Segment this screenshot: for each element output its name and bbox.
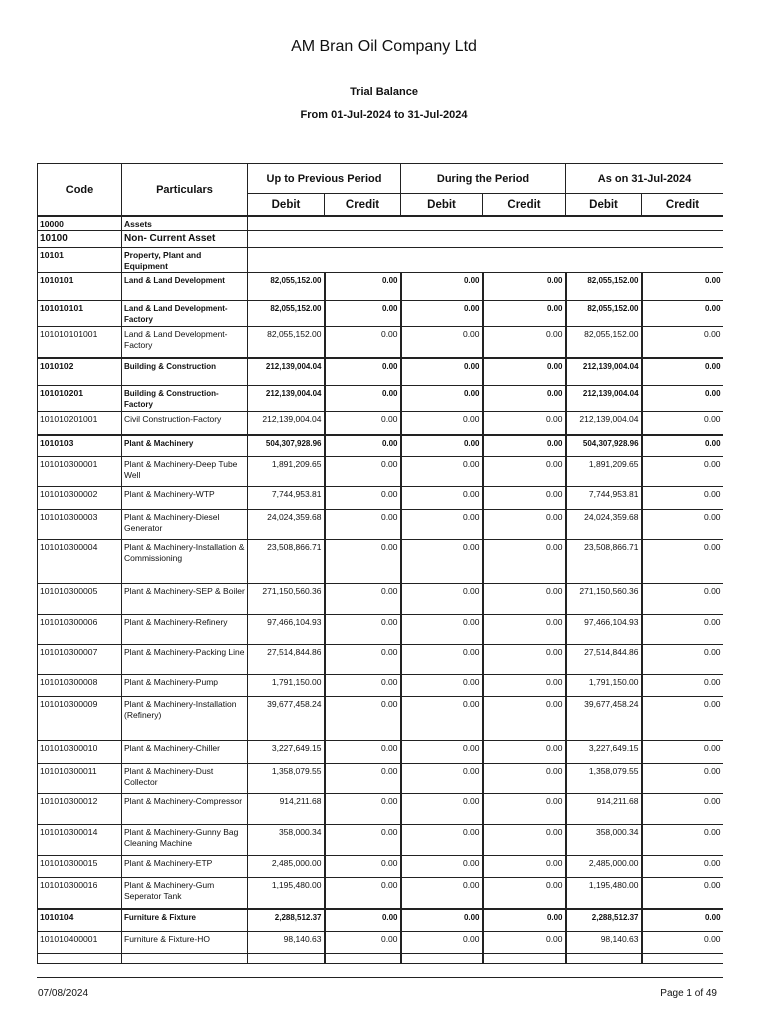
closing-debit-amount: 27,514,844.86 [566,645,642,675]
report-period: From 01-Jul-2024 to 31-Jul-2024 [300,109,468,121]
period-debit-amount: 0.00 [401,764,483,794]
period-credit-amount: 0.00 [483,794,566,825]
prev-credit-amount: 0.00 [325,764,401,794]
prev-credit-amount [325,954,401,964]
table-row [38,615,724,645]
account-particulars: Non- Current Asset [122,231,248,248]
account-particulars: Plant & Machinery-Dust Collector [122,764,248,794]
closing-debit-amount: 98,140.63 [566,932,642,954]
period-credit-amount: 0.00 [483,435,566,457]
prev-credit-amount: 0.00 [325,584,401,615]
period-credit-amount [483,954,566,964]
table-row [38,457,724,487]
column-group-previous-period: Up to Previous Period [248,164,401,194]
closing-credit-amount: 0.00 [642,825,723,856]
prev-credit-amount: 0.00 [325,540,401,584]
closing-debit-amount: 2,288,512.37 [566,909,642,932]
prev-debit-amount: 3,227,649.15 [248,741,325,764]
prev-credit-amount: 0.00 [325,856,401,878]
account-code: 1010101 [38,273,122,301]
account-particulars: Plant & Machinery-Installation & Commissioning [122,540,248,584]
period-debit-amount: 0.00 [401,675,483,697]
closing-debit-amount: 212,139,004.04 [566,386,642,412]
period-credit-amount: 0.00 [483,878,566,909]
account-particulars: Plant & Machinery-Packing Line [122,645,248,675]
prev-debit-amount: 82,055,152.00 [248,273,325,301]
closing-credit-amount: 0.00 [642,435,723,457]
prev-debit-amount: 1,358,079.55 [248,764,325,794]
account-code: 101010300009 [38,697,122,741]
prev-debit-amount: 914,211.68 [248,794,325,825]
period-credit-amount: 0.00 [483,327,566,358]
closing-debit-amount: 271,150,560.36 [566,584,642,615]
period-debit-amount: 0.00 [401,697,483,741]
account-particulars: Plant & Machinery-Compressor [122,794,248,825]
closing-credit-amount: 0.00 [642,794,723,825]
table-row [38,584,724,615]
closing-debit-amount: 3,227,649.15 [566,741,642,764]
account-particulars: Building & Construction-Factory [122,386,248,412]
period-credit-amount: 0.00 [483,457,566,487]
prev-debit-amount: 24,024,359.68 [248,510,325,540]
prev-credit-amount: 0.00 [325,932,401,954]
prev-credit-amount: 0.00 [325,909,401,932]
prev-credit-amount: 0.00 [325,794,401,825]
period-debit-amount: 0.00 [401,540,483,584]
empty-amounts [248,231,724,248]
account-particulars: Plant & Machinery-Diesel Generator [122,510,248,540]
period-debit-amount: 0.00 [401,487,483,510]
account-code: 101010300014 [38,825,122,856]
period-debit-amount: 0.00 [401,358,483,386]
closing-debit-amount [566,954,642,964]
column-group-during-period: During the Period [401,164,566,194]
prev-credit-amount: 0.00 [325,457,401,487]
account-particulars: Plant & Machinery-SEP & Boiler [122,584,248,615]
closing-credit-amount: 0.00 [642,386,723,412]
account-code [38,954,122,964]
table-row [38,435,724,457]
report-title: Trial Balance [350,86,418,98]
closing-credit-amount [642,954,723,964]
period-credit-amount: 0.00 [483,741,566,764]
account-code: 101010300011 [38,764,122,794]
closing-debit-amount: 1,791,150.00 [566,675,642,697]
table-row [38,540,724,584]
closing-debit-amount: 82,055,152.00 [566,301,642,327]
period-credit-amount: 0.00 [483,412,566,435]
table-row [38,301,724,327]
table-row [38,510,724,540]
prev-credit-amount: 0.00 [325,358,401,386]
account-code: 101010300001 [38,457,122,487]
period-debit-amount: 0.00 [401,615,483,645]
table-body [38,216,724,964]
account-code: 10101 [38,248,122,273]
table-row [38,954,724,964]
account-particulars: Plant & Machinery-WTP [122,487,248,510]
account-code: 101010300004 [38,540,122,584]
column-header-particulars: Particulars [122,164,248,217]
period-debit-amount: 0.00 [401,645,483,675]
closing-debit-amount: 97,466,104.93 [566,615,642,645]
prev-credit-amount: 0.00 [325,510,401,540]
account-particulars: Land & Land Development-Factory [122,301,248,327]
prev-debit-amount: 2,288,512.37 [248,909,325,932]
period-credit-amount: 0.00 [483,825,566,856]
closing-debit-amount: 82,055,152.00 [566,327,642,358]
closing-credit-amount: 0.00 [642,697,723,741]
period-credit-amount: 0.00 [483,386,566,412]
prev-debit-amount: 212,139,004.04 [248,386,325,412]
account-code: 1010103 [38,435,122,457]
closing-debit-amount: 1,358,079.55 [566,764,642,794]
closing-debit-amount: 82,055,152.00 [566,273,642,301]
period-debit-amount: 0.00 [401,435,483,457]
period-debit-amount: 0.00 [401,273,483,301]
closing-credit-amount: 0.00 [642,301,723,327]
prev-debit-amount: 1,195,480.00 [248,878,325,909]
account-code: 101010300006 [38,615,122,645]
account-code: 10100 [38,231,122,248]
period-credit-amount: 0.00 [483,909,566,932]
closing-credit-amount: 0.00 [642,273,723,301]
prev-credit-amount: 0.00 [325,487,401,510]
prev-credit-amount: 0.00 [325,301,401,327]
table-row [38,856,724,878]
closing-credit-amount: 0.00 [642,675,723,697]
prev-debit-amount: 358,000.34 [248,825,325,856]
closing-credit-amount: 0.00 [642,584,723,615]
prev-credit-amount: 0.00 [325,645,401,675]
prev-credit-amount: 0.00 [325,327,401,358]
column-header-credit: Credit [483,194,566,217]
closing-credit-amount: 0.00 [642,878,723,909]
account-particulars: Plant & Machinery [122,435,248,457]
period-credit-amount: 0.00 [483,764,566,794]
period-debit-amount: 0.00 [401,412,483,435]
column-header-debit: Debit [401,194,483,217]
account-particulars: Property, Plant and Equipment [122,248,248,273]
period-debit-amount: 0.00 [401,584,483,615]
account-code: 101010300005 [38,584,122,615]
prev-debit-amount: 1,791,150.00 [248,675,325,697]
account-code: 101010300012 [38,794,122,825]
period-credit-amount: 0.00 [483,358,566,386]
table-row [38,412,724,435]
period-debit-amount: 0.00 [401,386,483,412]
account-particulars: Plant & Machinery-Pump [122,675,248,697]
period-credit-amount: 0.00 [483,540,566,584]
period-debit-amount: 0.00 [401,457,483,487]
prev-credit-amount: 0.00 [325,412,401,435]
page-number: Page 1 of 49 [660,988,717,999]
prev-credit-amount: 0.00 [325,273,401,301]
prev-credit-amount: 0.00 [325,386,401,412]
column-group-as-on: As on 31-Jul-2024 [566,164,723,194]
account-code: 101010101001 [38,327,122,358]
prev-credit-amount: 0.00 [325,615,401,645]
period-debit-amount: 0.00 [401,327,483,358]
table-row [38,741,724,764]
closing-credit-amount: 0.00 [642,645,723,675]
column-header-credit: Credit [325,194,401,217]
prev-debit-amount: 1,891,209.65 [248,457,325,487]
trial-balance-table-wrap [37,163,723,965]
period-debit-amount: 0.00 [401,510,483,540]
closing-debit-amount: 504,307,928.96 [566,435,642,457]
column-header-debit: Debit [248,194,325,217]
account-code: 101010201 [38,386,122,412]
prev-credit-amount: 0.00 [325,675,401,697]
prev-debit-amount [248,954,325,964]
account-particulars: Furniture & Fixture-HO [122,932,248,954]
account-particulars [122,954,248,964]
table-row [38,248,724,273]
closing-credit-amount: 0.00 [642,457,723,487]
table-row [38,273,724,301]
account-particulars: Plant & Machinery-Installation (Refinery) [122,697,248,741]
account-code: 101010300016 [38,878,122,909]
table-row [38,932,724,954]
closing-debit-amount: 1,195,480.00 [566,878,642,909]
account-particulars: Plant & Machinery-Refinery [122,615,248,645]
closing-debit-amount: 7,744,953.81 [566,487,642,510]
account-particulars: Plant & Machinery-ETP [122,856,248,878]
table-row [38,909,724,932]
account-code: 101010300003 [38,510,122,540]
period-credit-amount: 0.00 [483,675,566,697]
account-particulars: Land & Land Development-Factory [122,327,248,358]
period-credit-amount: 0.00 [483,301,566,327]
prev-credit-amount: 0.00 [325,697,401,741]
print-date: 07/08/2024 [38,988,89,999]
table-row [38,697,724,741]
period-debit-amount: 0.00 [401,878,483,909]
header-row-groups [38,164,724,194]
account-particulars: Assets [122,216,248,231]
closing-debit-amount: 24,024,359.68 [566,510,642,540]
closing-credit-amount: 0.00 [642,327,723,358]
period-debit-amount: 0.00 [401,909,483,932]
column-header-credit: Credit [642,194,723,217]
closing-debit-amount: 212,139,004.04 [566,358,642,386]
account-code: 101010300002 [38,487,122,510]
closing-credit-amount: 0.00 [642,856,723,878]
table-row [38,386,724,412]
prev-credit-amount: 0.00 [325,825,401,856]
closing-credit-amount: 0.00 [642,615,723,645]
closing-debit-amount: 2,485,000.00 [566,856,642,878]
account-particulars: Furniture & Fixture [122,909,248,932]
closing-debit-amount: 914,211.68 [566,794,642,825]
closing-credit-amount: 0.00 [642,358,723,386]
prev-debit-amount: 504,307,928.96 [248,435,325,457]
prev-debit-amount: 27,514,844.86 [248,645,325,675]
prev-debit-amount: 39,677,458.24 [248,697,325,741]
table-row [38,675,724,697]
closing-credit-amount: 0.00 [642,741,723,764]
period-credit-amount: 0.00 [483,645,566,675]
closing-credit-amount: 0.00 [642,764,723,794]
table-row [38,327,724,358]
company-name: AM Bran Oil Company Ltd [291,38,477,55]
period-debit-amount: 0.00 [401,825,483,856]
account-code: 101010300008 [38,675,122,697]
closing-debit-amount: 212,139,004.04 [566,412,642,435]
prev-debit-amount: 82,055,152.00 [248,327,325,358]
prev-debit-amount: 98,140.63 [248,932,325,954]
closing-debit-amount: 1,891,209.65 [566,457,642,487]
closing-credit-amount: 0.00 [642,510,723,540]
empty-amounts [248,216,724,231]
table-row [38,878,724,909]
empty-amounts [248,248,724,273]
table-row [38,487,724,510]
prev-debit-amount: 271,150,560.36 [248,584,325,615]
table-row [38,231,724,248]
closing-credit-amount: 0.00 [642,487,723,510]
prev-debit-amount: 212,139,004.04 [248,412,325,435]
period-credit-amount: 0.00 [483,615,566,645]
period-debit-amount: 0.00 [401,301,483,327]
closing-credit-amount: 0.00 [642,412,723,435]
prev-credit-amount: 0.00 [325,878,401,909]
account-code: 101010300015 [38,856,122,878]
prev-debit-amount: 2,485,000.00 [248,856,325,878]
closing-debit-amount: 358,000.34 [566,825,642,856]
prev-debit-amount: 23,508,866.71 [248,540,325,584]
prev-debit-amount: 7,744,953.81 [248,487,325,510]
period-credit-amount: 0.00 [483,510,566,540]
account-particulars: Land & Land Development [122,273,248,301]
closing-debit-amount: 39,677,458.24 [566,697,642,741]
account-particulars: Plant & Machinery-Deep Tube Well [122,457,248,487]
account-code: 1010102 [38,358,122,386]
column-header-code: Code [38,164,122,217]
table-row [38,794,724,825]
period-credit-amount: 0.00 [483,487,566,510]
period-credit-amount: 0.00 [483,932,566,954]
prev-debit-amount: 212,139,004.04 [248,358,325,386]
trial-balance-table [37,163,723,964]
account-code: 101010300010 [38,741,122,764]
account-code: 101010400001 [38,932,122,954]
table-row [38,645,724,675]
prev-credit-amount: 0.00 [325,435,401,457]
period-credit-amount: 0.00 [483,273,566,301]
period-debit-amount: 0.00 [401,932,483,954]
period-debit-amount [401,954,483,964]
period-debit-amount: 0.00 [401,741,483,764]
account-particulars: Civil Construction-Factory [122,412,248,435]
account-code: 1010104 [38,909,122,932]
closing-credit-amount: 0.00 [642,909,723,932]
table-row [38,764,724,794]
period-debit-amount: 0.00 [401,856,483,878]
account-code: 101010201001 [38,412,122,435]
account-code: 101010101 [38,301,122,327]
period-credit-amount: 0.00 [483,697,566,741]
account-particulars: Plant & Machinery-Gum Seperator Tank [122,878,248,909]
prev-credit-amount: 0.00 [325,741,401,764]
account-particulars: Plant & Machinery-Chiller [122,741,248,764]
closing-debit-amount: 23,508,866.71 [566,540,642,584]
account-code: 10000 [38,216,122,231]
footer-divider [37,977,723,978]
period-credit-amount: 0.00 [483,856,566,878]
prev-debit-amount: 82,055,152.00 [248,301,325,327]
account-particulars: Building & Construction [122,358,248,386]
table-row [38,216,724,231]
period-debit-amount: 0.00 [401,794,483,825]
account-code: 101010300007 [38,645,122,675]
prev-debit-amount: 97,466,104.93 [248,615,325,645]
closing-credit-amount: 0.00 [642,932,723,954]
table-row [38,825,724,856]
account-particulars: Plant & Machinery-Gunny Bag Cleaning Machine [122,825,248,856]
table-row [38,358,724,386]
period-credit-amount: 0.00 [483,584,566,615]
closing-credit-amount: 0.00 [642,540,723,584]
column-header-debit: Debit [566,194,642,217]
